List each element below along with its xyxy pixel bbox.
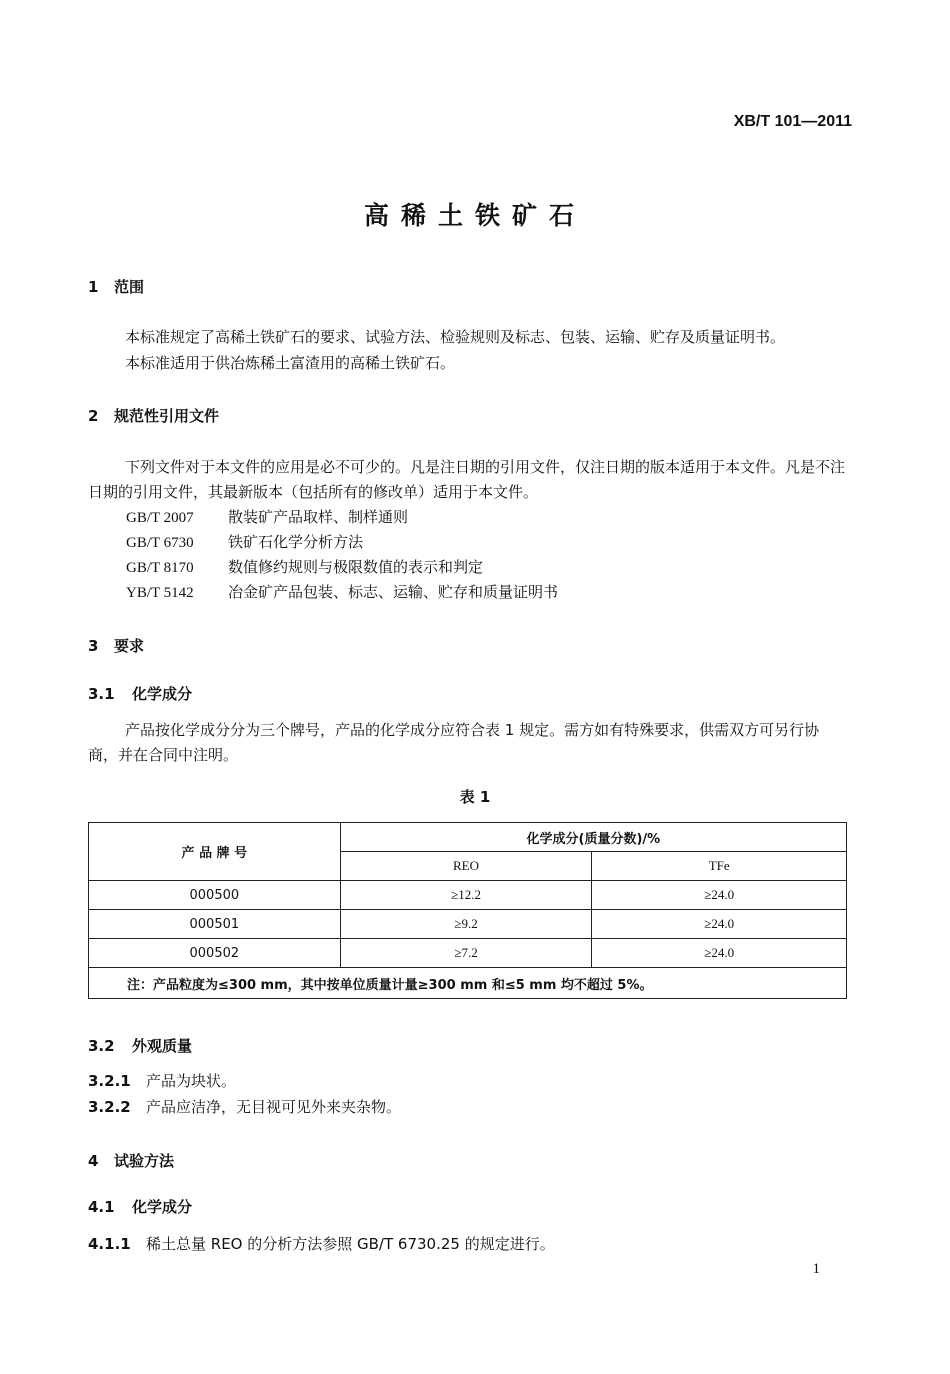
- section-4-1-heading: [88, 1196, 192, 1217]
- reference-code: GB/T 6730: [126, 535, 194, 551]
- page-number: 1: [812, 1261, 820, 1277]
- section-number: 1: [88, 278, 99, 296]
- table-caption: 表 1: [459, 788, 491, 806]
- clause-3-2-1: [88, 1069, 236, 1094]
- table-row: [89, 881, 847, 910]
- table-note: 注：产品粒度为≤300 mm，其中按单位质量计量≥300 mm 和≤5 mm 均不超过 5%。: [89, 968, 847, 999]
- clause-text: 产品为块状。: [146, 1072, 237, 1090]
- section-number: 3.2: [88, 1037, 115, 1055]
- header-tfe: TFe: [592, 852, 847, 881]
- section-title: 范围: [114, 278, 145, 296]
- reference-title: 铁矿石化学分析方法: [228, 533, 364, 551]
- clause-text: 稀土总量 REO 的分析方法参照 GB/T 6730.25 的规定进行。: [146, 1235, 555, 1253]
- table-row: [89, 910, 847, 939]
- clause-4-1-1: [88, 1232, 555, 1257]
- section-3-1-heading: [88, 683, 192, 704]
- normative-reference-list: [126, 505, 558, 605]
- section-3-1-para: 产品按化学成分分为三个牌号，产品的化学成分应符合表 1 规定。需方如有特殊要求，供需双方可另行协商，并在合同中注明。: [88, 721, 820, 764]
- standard-code: XB/T 101—2011: [733, 113, 852, 130]
- section-1-para2: 本标准适用于供冶炼稀土富渣用的高稀土铁矿石。: [125, 354, 456, 372]
- table-row: [89, 939, 847, 968]
- header-composition: 化学成分(质量分数)/%: [340, 823, 846, 852]
- section-title: 规范性引用文件: [114, 407, 220, 425]
- reference-code: GB/T 8170: [126, 560, 194, 576]
- cell-grade: 000502: [89, 939, 341, 968]
- section-number: 3: [88, 637, 99, 655]
- cell-tfe: ≥24.0: [592, 939, 847, 968]
- clause-text: 产品应洁净，无目视可见外来夹杂物。: [146, 1098, 402, 1116]
- section-3-2-heading: [88, 1035, 192, 1056]
- cell-reo: ≥12.2: [340, 881, 592, 910]
- header-grade: 产 品 牌 号: [89, 823, 341, 881]
- clause-3-2-2: [88, 1095, 401, 1120]
- cell-grade: 000500: [89, 881, 341, 910]
- cell-reo: ≥9.2: [340, 910, 592, 939]
- chemical-composition-table: [88, 822, 847, 999]
- reference-title: 数值修约规则与极限数值的表示和判定: [228, 558, 484, 576]
- section-number: 4.1: [88, 1198, 115, 1216]
- section-number: 4: [88, 1152, 99, 1170]
- clause-number: 4.1.1: [88, 1235, 131, 1253]
- reference-title: 冶金矿产品包装、标志、运输、贮存和质量证明书: [228, 583, 559, 601]
- reference-item: [126, 505, 558, 530]
- reference-code: YB/T 5142: [126, 585, 194, 601]
- reference-title: 散装矿产品取样、制样通则: [228, 508, 409, 526]
- clause-number: 3.2.1: [88, 1072, 131, 1090]
- section-1-heading: [88, 276, 144, 297]
- cell-tfe: ≥24.0: [592, 881, 847, 910]
- section-number: 2: [88, 407, 99, 425]
- reference-code: GB/T 2007: [126, 510, 194, 526]
- cell-grade: 000501: [89, 910, 341, 939]
- cell-tfe: ≥24.0: [592, 910, 847, 939]
- header-reo: REO: [340, 852, 592, 881]
- cell-reo: ≥7.2: [340, 939, 592, 968]
- reference-item: [126, 555, 558, 580]
- section-title: 试验方法: [114, 1152, 175, 1170]
- reference-item: [126, 580, 558, 605]
- section-2-intro: 下列文件对于本文件的应用是必不可少的。凡是注日期的引用文件，仅注日期的版本适用于本文件。凡是不注日期的引用文件，其最新版本（包括所有的修改单）适用于本文件。: [88, 458, 846, 501]
- section-2-heading: [88, 405, 219, 426]
- reference-item: [126, 530, 558, 555]
- section-3-heading: [88, 635, 144, 656]
- clause-number: 3.2.2: [88, 1098, 131, 1116]
- section-title: 要求: [114, 637, 145, 655]
- section-title: 外观质量: [132, 1037, 193, 1055]
- section-1-para1: 本标准规定了高稀土铁矿石的要求、试验方法、检验规则及标志、包装、运输、贮存及质量证明书。: [125, 328, 786, 346]
- section-title: 化学成分: [132, 1198, 193, 1216]
- section-4-heading: [88, 1150, 174, 1171]
- section-title: 化学成分: [132, 685, 193, 703]
- document-title: 高稀土铁矿石: [363, 201, 586, 230]
- section-number: 3.1: [88, 685, 115, 703]
